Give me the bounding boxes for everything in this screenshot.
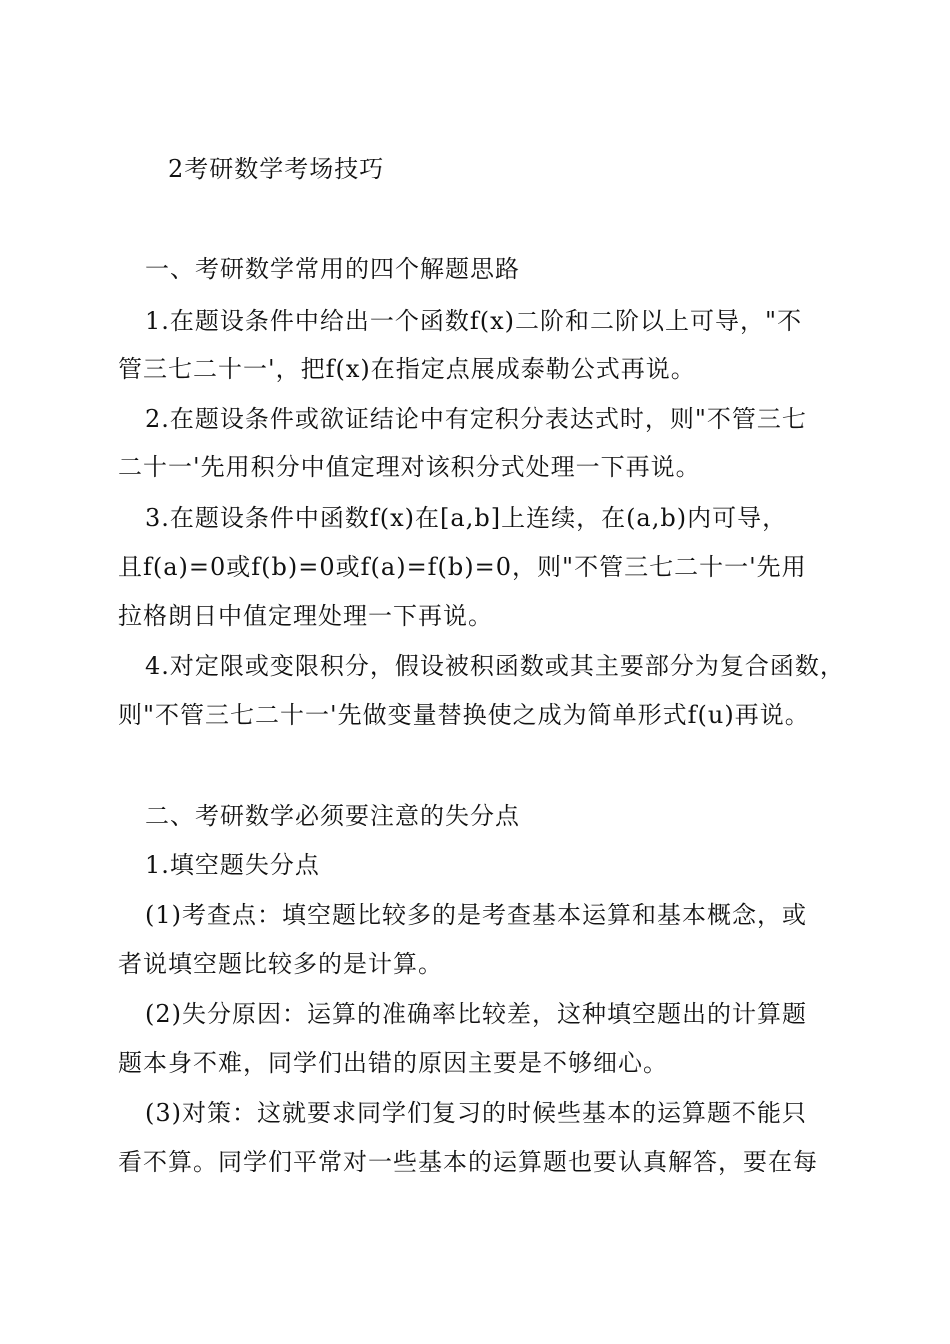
paragraph-line: 2.在题设条件或欲证结论中有定积分表达式时，则"不管三七 xyxy=(145,405,807,433)
section-heading-1: 一、考研数学常用的四个解题思路 xyxy=(145,255,520,283)
paragraph-line: 二十一'先用积分中值定理对该积分式处理一下再说。 xyxy=(118,453,701,481)
paragraph-line: 题本身不难，同学们出错的原因主要是不够细心。 xyxy=(118,1049,668,1077)
section-heading-2: 二、考研数学必须要注意的失分点 xyxy=(145,802,520,830)
subsection-heading: 1.填空题失分点 xyxy=(145,851,320,879)
paragraph-line: 拉格朗日中值定理处理一下再说。 xyxy=(118,602,493,630)
paragraph-line: 且f(a)=0或f(b)=0或f(a)=f(b)=0，则"不管三七二十一'先用 xyxy=(118,553,807,581)
paragraph-line: 看不算。同学们平常对一些基本的运算题也要认真解答，要在每 xyxy=(118,1148,818,1176)
paragraph-line: (3)对策：这就要求同学们复习的时候些基本的运算题不能只 xyxy=(145,1099,807,1127)
paragraph-line: 3.在题设条件中函数f(x)在[a,b]上连续，在(a,b)内可导， xyxy=(145,504,788,532)
paragraph-line: 1.在题设条件中给出一个函数f(x)二阶和二阶以上可导，"不 xyxy=(145,307,803,335)
paragraph-line: 管三七二十一'，把f(x)在指定点展成泰勒公式再说。 xyxy=(118,355,696,383)
paragraph-line: 4.对定限或变限积分，假设被积函数或其主要部分为复合函数， xyxy=(145,652,845,680)
paragraph-line: (1)考查点：填空题比较多的是考查基本运算和基本概念，或 xyxy=(145,901,807,929)
paragraph-line: 则"不管三七二十一'先做变量替换使之成为简单形式f(u)再说。 xyxy=(118,701,810,729)
document-title: 2考研数学考场技巧 xyxy=(168,155,385,183)
paragraph-line: (2)失分原因：运算的准确率比较差，这种填空题出的计算题 xyxy=(145,1000,807,1028)
paragraph-line: 者说填空题比较多的是计算。 xyxy=(118,950,443,978)
